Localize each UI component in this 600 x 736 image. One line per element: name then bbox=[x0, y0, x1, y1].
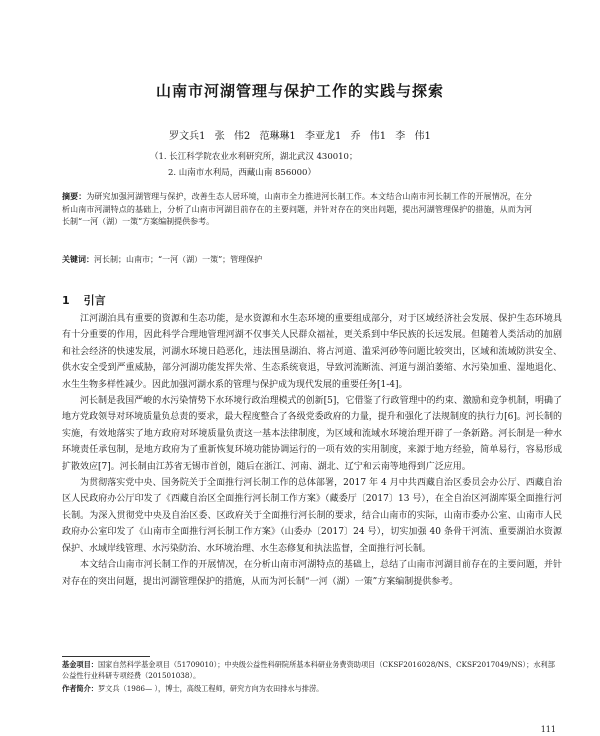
author-name: 张 伟2 bbox=[214, 131, 251, 142]
author-name: 李 伟1 bbox=[395, 131, 431, 142]
paper-title: 山南市河湖管理与保护工作的实践与探索 bbox=[155, 82, 444, 100]
section-title: 引言 bbox=[83, 294, 106, 307]
section-heading bbox=[62, 292, 120, 308]
keywords-block bbox=[62, 254, 532, 265]
abstract-text: 为研究加强河湖管理与保护，改善生态人居环境，山南市全力推进河长制工作。本文结合山南市河长制工作的开展情况，在分析山南市河湖特点的基础上，分析了山南市河湖目前存在的主要问题，并针对存在的突出问题，提出河湖管理保护的措施，从而为河长制“一河（湖）一策”方案编制提供参考。 bbox=[62, 192, 533, 227]
keywords-text: 河长制；山南市；“一河（湖）一策”；管理保护 bbox=[94, 255, 263, 264]
page-number: 111 bbox=[540, 725, 556, 734]
section-number: 1 bbox=[62, 294, 70, 307]
author-name: 乔 伟1 bbox=[350, 131, 387, 142]
fund-label: 基金项目： bbox=[62, 660, 98, 669]
paragraph: 本文结合山南市河长制工作的开展情况，在分析山南市河湖特点的基础上，总结了山南市河湖目前存在的主要问题，并针对存在的突出问题，提出河湖管理保护的措施，从而为河长制“一河（湖）一策”方案编制提供参考。 bbox=[62, 560, 562, 587]
fund-text: 国家自然科学基金项目（51709010）；中央级公益性科研院所基本科研业务费资助项目（CKSF2016028/NS、CKSF2017049/NS）；水利部公益性行业科研专项经费（201501038）。 bbox=[62, 660, 555, 680]
paragraph: 为贯彻落实党中央、国务院关于全面推行河长制工作的总体部署，2017 年 4 月中共西藏自治区委员会办公厅、西藏自治区人民政府办公厅印发了《西藏自治区全面推行河长制工作方案》（藏委厅〔2017〕13 号），在全自治区河湖库渠全面推行河长制。为深入贯彻党中央及自治区委、区政府关于全面推行河长制的要求，结合山南市的实际，山南市委办公室、山南市人民政府办公室印发了《山南市全面推行河长制工作方案》（山委办〔2017〕24 号），切实加强 40 条骨干河流、重要湖泊水资源保护、水域岸线管理、水污染防治、水环境治理、水生态修复和执法监督，全面推行河长制。 bbox=[62, 478, 562, 554]
author-bio-text: 罗文兵（1986— ），博士，高级工程师，研究方向为农田排水与排涝。 bbox=[97, 684, 324, 693]
paragraph: 江河湖泊具有重要的资源和生态功能，是水资源和水生态环境的重要组成部分，对于区域经济社会发展、保护生态环境具有十分重要的作用，因此科学合理地管理河湖不仅事关人民群众福祉，更关系到中华民族的长远发展。但随着人类活动的加剧和社会经济的快速发展，河湖水环境日趋恶化，违法围垦湖泊、将占河道、滥采河砂等问题比较突出，区域和流域防洪安全、供水安全受到严重威胁，部分河湖功能发挥失常、生态系统衰退，导致河流断流、河道与湖泊萎缩、水污染加重、湿地退化、水生生物多样性减少。因此加强河湖水系的管理与保护成为现代发展的重要任务[1-4]。 bbox=[62, 314, 562, 390]
footnote-divider bbox=[62, 656, 150, 657]
abstract-block bbox=[62, 191, 532, 229]
fund-footnote bbox=[62, 660, 562, 681]
author-bio-label: 作者简介： bbox=[62, 684, 98, 693]
author-name: 罗文兵1 bbox=[169, 131, 206, 142]
author-list bbox=[0, 127, 600, 142]
author-name: 李亚龙1 bbox=[305, 131, 342, 142]
paragraph: 河长制是我国严峻的水污染情势下水环境行政治理模式的创新[5]，它借鉴了行政管理中的约束、激励和竞争机制，明确了地方党政领导对环境质量负总责的要求，最大程度整合了各级党委政府的力量，提升和强化了法规制度的执行力[6]。河长制的实施，有效地落实了地方政府对环境质量负责这一基本法律制度，为区域和流域水环境治理开辟了一条新路。河长制是一种水环境责任承包制，是地方政府为了重新恢复环境功能协调运行的一项有效的实用制度，来源于地方经验，简单易行，容易形成扩散效应[7]。河长制由江苏省无锡市首创，随后在浙江、河南、湖北、辽宁和云南等地得到广泛应用。 bbox=[62, 396, 562, 472]
author-footnote bbox=[62, 684, 562, 695]
abstract-label: 摘要： bbox=[62, 192, 87, 201]
body-text bbox=[62, 311, 562, 590]
affiliation-line: （1. 长江科学院农业水利研究所，湖北武汉 430010； bbox=[150, 152, 358, 162]
author-name: 范琳琳1 bbox=[259, 131, 296, 142]
affiliation-line: 2. 山南市水利局，西藏山南 856000） bbox=[168, 168, 316, 178]
keywords-label: 关键词： bbox=[62, 255, 94, 264]
